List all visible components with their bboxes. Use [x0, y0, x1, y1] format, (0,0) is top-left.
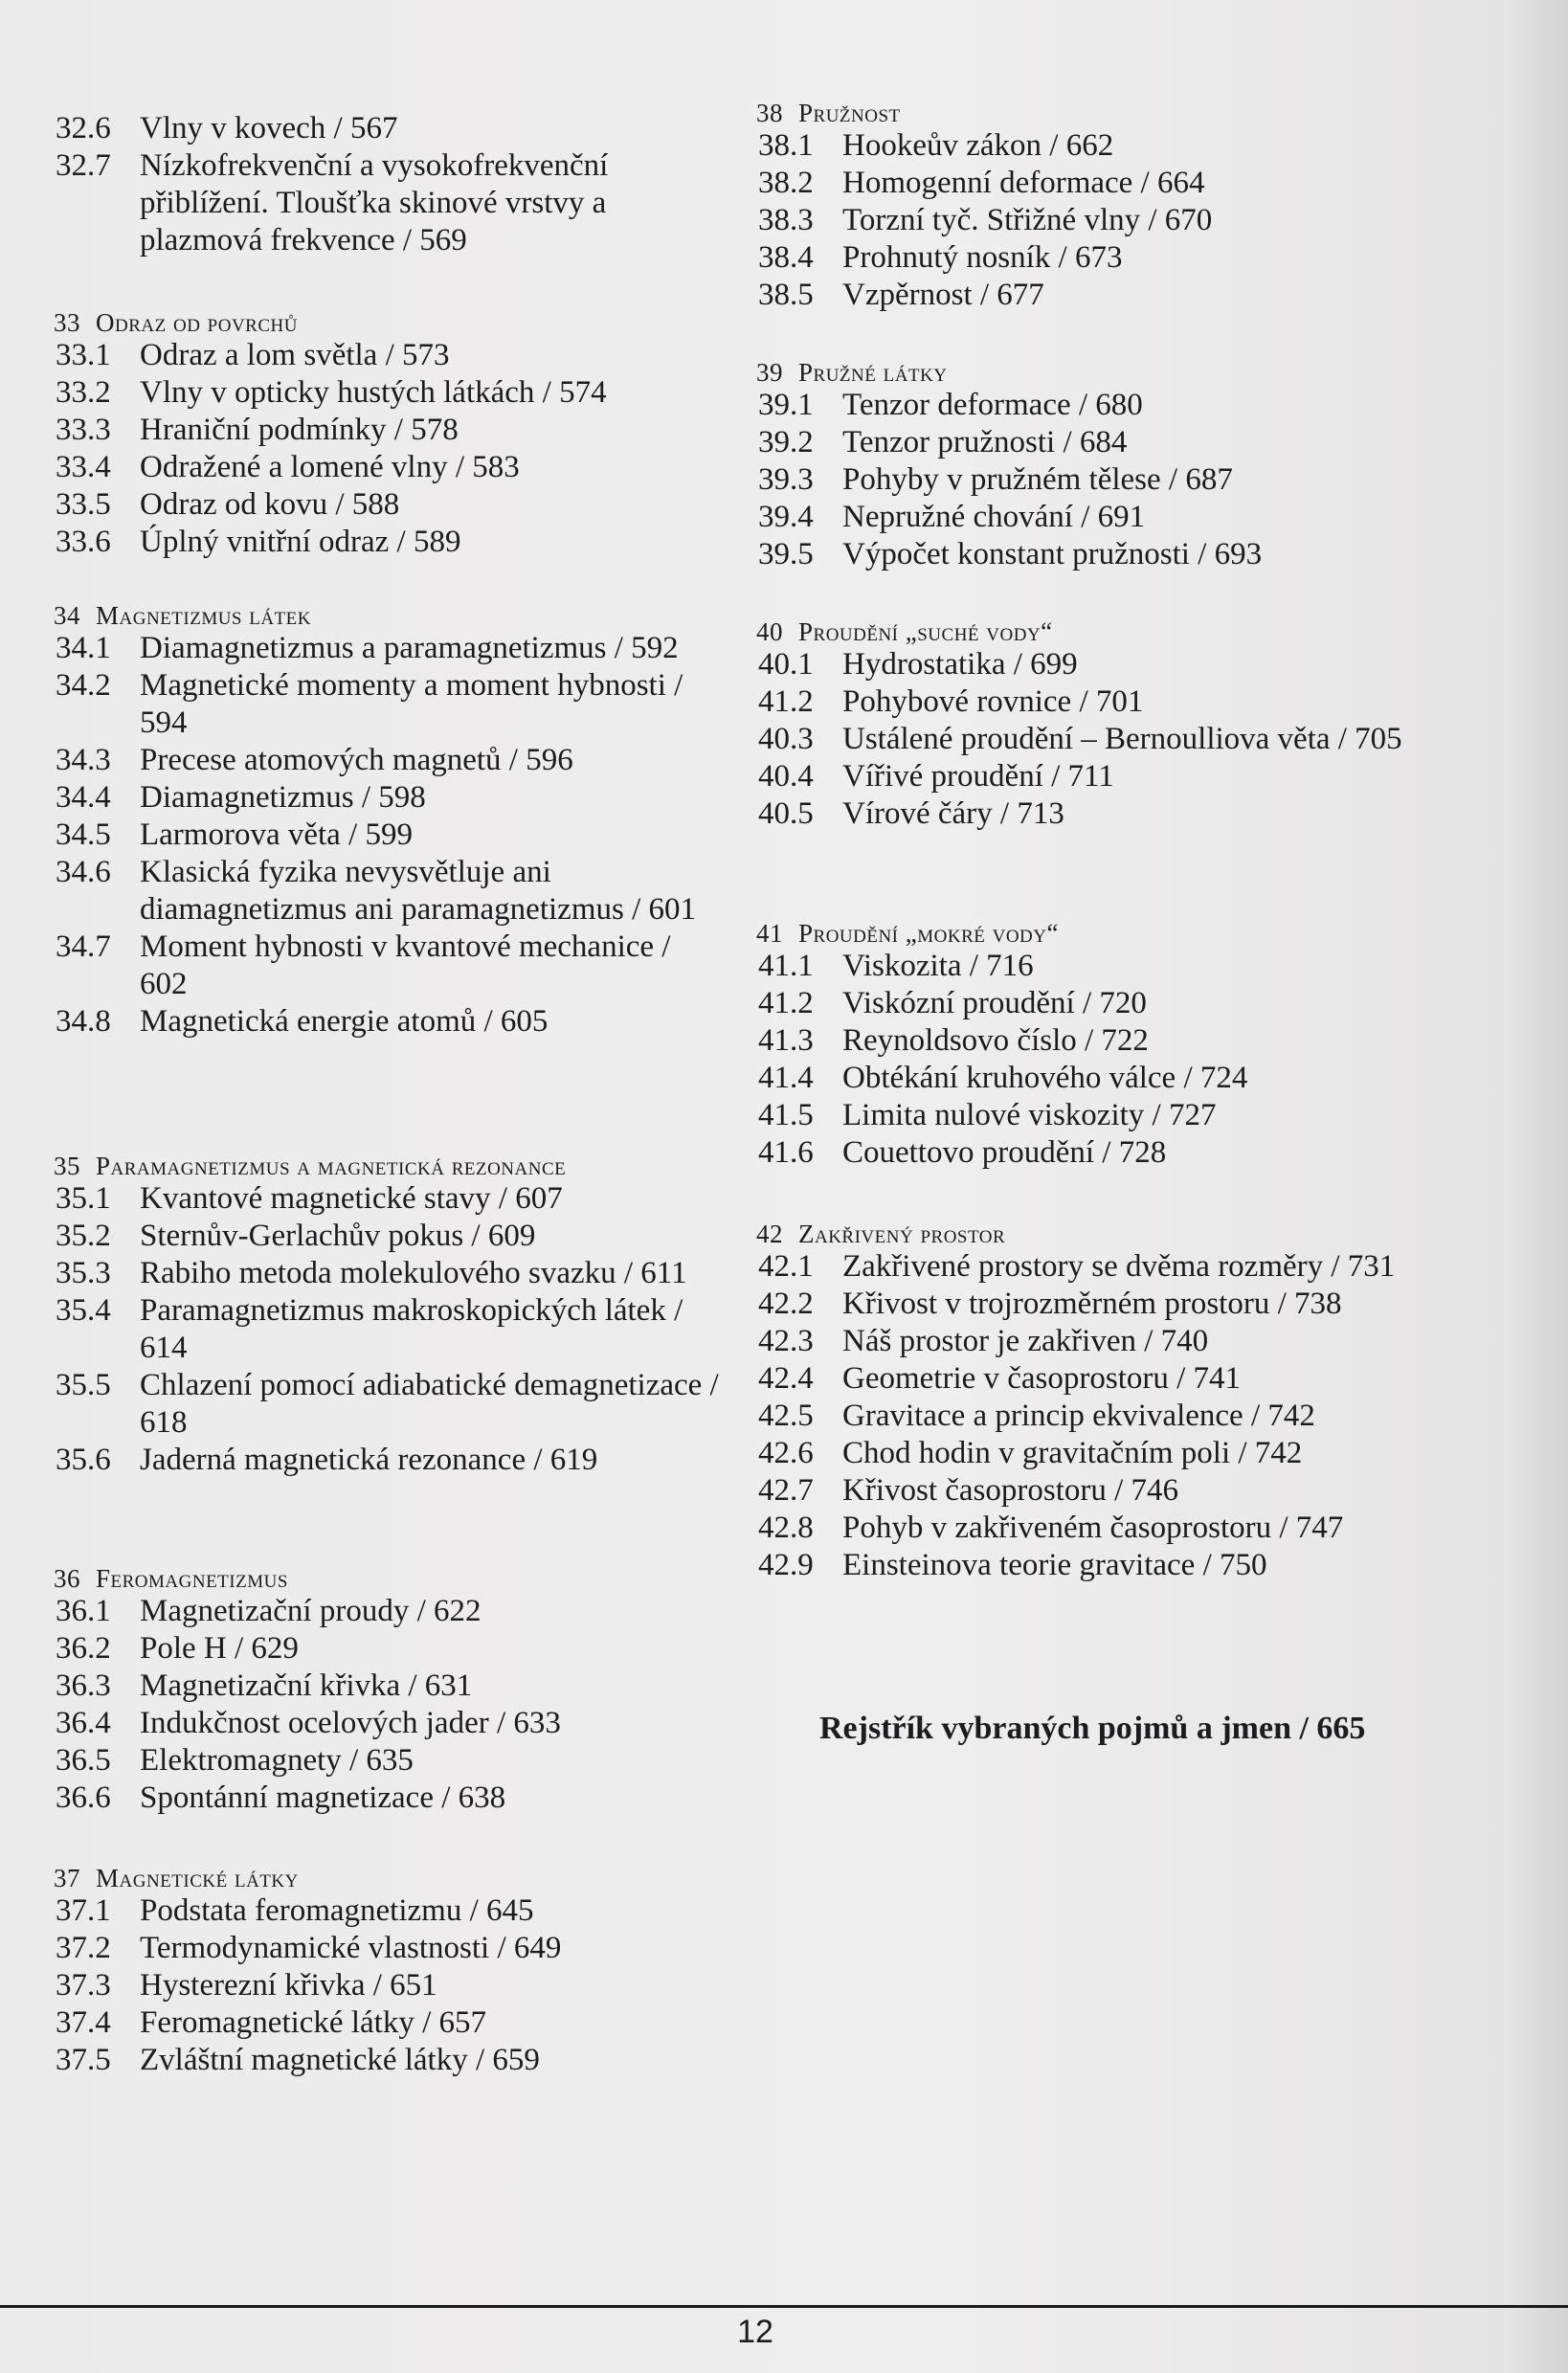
toc-entry: [756, 721, 1402, 758]
entry-number: 36.6: [56, 1780, 111, 1815]
entry-number: 38.3: [758, 203, 814, 237]
entry-number: 41.3: [758, 1023, 814, 1058]
toc-chapter-34: [54, 601, 724, 1041]
chapter-number: 38: [756, 99, 783, 127]
toc-entry: [756, 1398, 1395, 1435]
toc-entry: [756, 424, 1262, 461]
entry-title: Spontánní magnetizace / 638: [140, 1780, 506, 1815]
toc-entry: [54, 630, 724, 667]
entry-title: Hraniční podmínky / 578: [140, 413, 459, 447]
entry-title: Křivost časoprostoru / 746: [842, 1473, 1179, 1508]
entry-title: Einsteinova teorie gravitace / 750: [842, 1548, 1267, 1582]
toc-entry: [54, 524, 607, 561]
toc-entry: [54, 779, 724, 817]
toc-entry: [756, 1097, 1247, 1134]
toc-entry: [54, 1367, 724, 1442]
entry-title: Jaderná magnetická rezonance / 619: [140, 1443, 598, 1477]
entry-number: 32.6: [56, 111, 111, 146]
entry-number: 37.1: [56, 1893, 111, 1928]
toc-entry: [756, 1360, 1395, 1398]
entry-title: Diamagnetizmus a paramagnetizmus / 592: [140, 631, 679, 665]
chapter-heading: [756, 919, 1247, 948]
entry-number: 35.6: [56, 1443, 111, 1477]
chapter-heading: [54, 601, 724, 630]
entry-number: 34.7: [56, 929, 111, 964]
entry-title: Magnetizační proudy / 622: [140, 1594, 482, 1628]
chapter-title: Magnetizmus látek: [96, 601, 312, 630]
entry-number: 35.3: [56, 1256, 111, 1290]
toc-entry: [756, 165, 1212, 202]
toc-entry: [756, 646, 1402, 683]
entry-title: Vlny v opticky hustých látkách / 574: [140, 375, 607, 410]
toc-entry: [756, 499, 1262, 536]
toc-entry: [756, 239, 1212, 277]
toc-entry: [756, 1510, 1395, 1547]
toc-entry: [54, 1593, 561, 1630]
entry-number: 34.4: [56, 780, 111, 815]
entry-number: 38.1: [758, 128, 814, 163]
entry-number: 41.2: [758, 684, 814, 719]
entry-title: Nízkofrekvenční a vysokofrekvenční přiblížení. Tloušťka skinové vrstvy a plazmová frekvence / 569: [140, 148, 609, 257]
entry-title: Moment hybnosti v kvantové mechanice / 602: [140, 929, 671, 1001]
entry-title: Vírové čáry / 713: [842, 796, 1064, 831]
entry-title: Pole H / 629: [140, 1631, 299, 1666]
entry-number: 34.1: [56, 631, 111, 665]
entry-number: 35.2: [56, 1219, 111, 1253]
entry-number: 33.3: [56, 413, 111, 447]
entry-number: 33.1: [56, 338, 111, 372]
toc-entry: [756, 1435, 1395, 1472]
entry-number: 34.2: [56, 668, 111, 703]
entry-number: 42.9: [758, 1548, 814, 1582]
entry-title: Zakřivené prostory se dvěma rozměry / 731: [842, 1249, 1396, 1284]
toc-chapter-42: [756, 1220, 1395, 1584]
chapter-heading: [54, 1152, 724, 1180]
entry-number: 38.5: [758, 278, 814, 312]
toc-chapter-41: [756, 919, 1247, 1172]
chapter-title: Proudění „mokré vody“: [798, 919, 1059, 948]
chapter-title: Feromagnetizmus: [96, 1564, 288, 1593]
entry-title: Pohyby v pružném tělese / 687: [842, 462, 1233, 497]
entry-title: Obtékání kruhového válce / 724: [842, 1061, 1248, 1095]
entry-number: 33.5: [56, 487, 111, 522]
chapter-title: Magnetické látky: [96, 1864, 299, 1892]
toc-entry: [756, 683, 1402, 721]
chapter-number: 42: [756, 1220, 783, 1248]
chapter-title: Pružnost: [798, 99, 901, 127]
entry-number: 35.4: [56, 1293, 111, 1328]
entry-title: Tenzor pružnosti / 684: [842, 425, 1128, 459]
chapter-heading: [756, 99, 1212, 127]
entry-title: Homogenní deformace / 664: [842, 166, 1205, 200]
toc-entry: [756, 1472, 1395, 1510]
entry-number: 42.2: [758, 1287, 814, 1321]
entry-title: Odraz od kovu / 588: [140, 487, 400, 522]
chapter-number: 40: [756, 617, 783, 646]
entry-number: 42.7: [758, 1473, 814, 1508]
entry-title: Larmorova věta / 599: [140, 817, 413, 852]
entry-title: Couettovo proudění / 728: [842, 1135, 1167, 1170]
toc-entry: [756, 1022, 1247, 1060]
toc-entry: [54, 929, 724, 1003]
entry-number: 37.3: [56, 1968, 111, 2003]
entry-title: Paramagnetizmus makroskopických látek / 614: [140, 1293, 683, 1365]
entry-title: Výpočet konstant pružnosti / 693: [842, 537, 1263, 571]
toc-entry: [54, 817, 724, 854]
entry-title: Křivost v trojrozměrném prostoru / 738: [842, 1287, 1342, 1321]
chapter-title: Proudění „suché vody“: [798, 617, 1053, 646]
toc-chapter-39: [756, 358, 1262, 573]
entry-title: Vlny v kovech / 567: [140, 111, 398, 146]
toc-entry: [54, 1180, 724, 1218]
toc-entry: [756, 1547, 1395, 1584]
entry-number: 38.4: [758, 240, 814, 275]
entry-title: Nepružné chování / 691: [842, 500, 1146, 534]
toc-entry: [54, 1742, 561, 1780]
toc-entry: [54, 1630, 561, 1668]
toc-entry: [756, 1286, 1395, 1323]
entry-number: 36.5: [56, 1743, 111, 1778]
entry-title: Hydrostatika / 699: [842, 647, 1078, 682]
entry-number: 32.7: [56, 148, 111, 183]
toc-entry: [54, 1668, 561, 1705]
toc-entry: [54, 1967, 561, 2004]
entry-title: Hysterezní křivka / 651: [140, 1968, 437, 2003]
entry-number: 40.3: [758, 722, 814, 756]
toc-entry: [54, 1705, 561, 1742]
toc-entry: [756, 536, 1262, 573]
toc-entry: [756, 202, 1212, 239]
toc-entry: [54, 2042, 561, 2079]
entry-number: 40.1: [758, 647, 814, 682]
toc-entry: [756, 127, 1212, 165]
chapter-number: 39: [756, 358, 783, 387]
entry-number: 37.5: [56, 2043, 111, 2077]
entry-title: Rabiho metoda molekulového svazku / 611: [140, 1256, 687, 1290]
toc-entry: [54, 742, 724, 779]
entry-number: 39.1: [758, 388, 814, 422]
chapter-number: 35: [54, 1152, 80, 1180]
entry-title: Ustálené proudění – Bernoulliova věta / 705: [842, 722, 1402, 756]
toc-entry: [54, 667, 724, 742]
entry-title: Hookeův zákon / 662: [842, 128, 1114, 163]
entry-title: Magnetická energie atomů / 605: [140, 1004, 549, 1039]
entry-number: 37.2: [56, 1931, 111, 1965]
entry-title: Chod hodin v gravitačním poli / 742: [842, 1436, 1303, 1470]
entry-title: Feromagnetické látky / 657: [140, 2005, 486, 2040]
toc-entry: [54, 1930, 561, 1967]
entry-title: Pohyb v zakřiveném časoprostoru / 747: [842, 1511, 1344, 1545]
entry-title: Tenzor deformace / 680: [842, 388, 1143, 422]
toc-entry: [54, 449, 607, 486]
entry-title: Podstata feromagnetizmu / 645: [140, 1893, 534, 1928]
entry-number: 42.6: [758, 1436, 814, 1470]
entry-title: Reynoldsovo číslo / 722: [842, 1023, 1149, 1058]
entry-title: Torzní tyč. Střižné vlny / 670: [842, 203, 1213, 237]
toc-chapter-38: [756, 99, 1212, 314]
toc-entry: [756, 758, 1402, 795]
entry-number: 42.5: [758, 1399, 814, 1433]
chapter-heading: [54, 1564, 561, 1593]
entry-number: 34.5: [56, 817, 111, 852]
toc-entry: [54, 854, 724, 929]
entry-number: 41.1: [758, 949, 814, 983]
entry-title: Sternův-Gerlachův pokus / 609: [140, 1219, 536, 1253]
entry-number: 33.2: [56, 375, 111, 410]
entry-number: 33.4: [56, 450, 111, 484]
toc-chapter-35: [54, 1152, 724, 1479]
chapter-title: Pružné látky: [798, 358, 948, 387]
toc-entry: [54, 1892, 561, 1930]
entry-number: 40.5: [758, 796, 814, 831]
toc-entry: [756, 795, 1402, 833]
toc-entry: [54, 2004, 561, 2042]
toc-chapter-33: [54, 308, 607, 561]
entry-number: 39.5: [758, 537, 814, 571]
entry-number: 42.8: [758, 1511, 814, 1545]
entry-number: 42.3: [758, 1324, 814, 1358]
entry-number: 42.4: [758, 1361, 814, 1396]
toc-entry: [54, 1292, 724, 1367]
entry-title: Kvantové magnetické stavy / 607: [140, 1181, 563, 1216]
toc-entry: [756, 1248, 1395, 1286]
entry-number: 34.3: [56, 743, 111, 777]
toc-entry: [54, 1255, 724, 1292]
entry-number: 36.2: [56, 1631, 111, 1666]
entry-title: Vířivé proudění / 711: [842, 759, 1114, 794]
entry-title: Vzpěrnost / 677: [842, 278, 1044, 312]
entry-number: 41.5: [758, 1098, 814, 1132]
toc-entry: [54, 486, 607, 524]
entry-title: Náš prostor je zakřiven / 740: [842, 1324, 1209, 1358]
entry-number: 35.5: [56, 1368, 111, 1402]
chapter-heading: [54, 308, 607, 337]
toc-entry: [756, 1060, 1247, 1097]
entry-title: Odražené a lomené vlny / 583: [140, 450, 520, 484]
toc-entry: [756, 461, 1262, 499]
chapter-heading: [756, 617, 1402, 646]
toc-chapter-36: [54, 1564, 561, 1817]
toc-entry: [756, 985, 1247, 1022]
chapter-heading: [756, 1220, 1395, 1248]
toc-section: [54, 110, 724, 259]
entry-title: Pohybové rovnice / 701: [842, 684, 1144, 719]
chapter-heading: [54, 1864, 561, 1892]
entry-number: 35.1: [56, 1181, 111, 1216]
entry-title: Magnetizační křivka / 631: [140, 1668, 473, 1703]
chapter-title: Paramagnetizmus a magnetická rezonance: [96, 1152, 567, 1180]
toc-entry: [54, 147, 724, 259]
entry-title: Elektromagnety / 635: [140, 1743, 414, 1778]
entry-number: 34.8: [56, 1004, 111, 1039]
entry-title: Magnetické momenty a moment hybnosti / 594: [140, 668, 683, 740]
entry-number: 39.4: [758, 500, 814, 534]
index-entry: Rejstřík vybraných pojmů a jmen / 665: [819, 1711, 1366, 1746]
entry-title: Zvláštní magnetické látky / 659: [140, 2043, 540, 2077]
toc-entry: [54, 412, 607, 449]
entry-title: Viskózní proudění / 720: [842, 986, 1147, 1020]
toc-chapter-37: [54, 1864, 561, 2079]
toc-entry: [756, 948, 1247, 985]
entry-number: 36.4: [56, 1706, 111, 1740]
entry-title: Limita nulové viskozity / 727: [842, 1098, 1217, 1132]
toc-entry: [54, 1780, 561, 1817]
toc-entry: [54, 110, 724, 147]
toc-chapter-40: [756, 617, 1402, 833]
entry-title: Úplný vnitřní odraz / 589: [140, 525, 461, 559]
toc-entry: [54, 337, 607, 374]
toc-entry: [756, 1134, 1247, 1172]
toc-entry: [756, 387, 1262, 424]
chapter-number: 36: [54, 1564, 80, 1593]
entry-title: Chlazení pomocí adiabatické demagnetizace / 618: [140, 1368, 719, 1440]
entry-number: 40.4: [758, 759, 814, 794]
toc-entry: [54, 1218, 724, 1255]
chapter-title: Zakřivený prostor: [798, 1220, 1006, 1248]
entry-number: 41.4: [758, 1061, 814, 1095]
chapter-number: 33: [54, 308, 80, 337]
entry-title: Odraz a lom světla / 573: [140, 338, 450, 372]
chapter-number: 41: [756, 919, 783, 948]
entry-title: Termodynamické vlastnosti / 649: [140, 1931, 562, 1965]
entry-number: 39.2: [758, 425, 814, 459]
entry-title: Geometrie v časoprostoru / 741: [842, 1361, 1242, 1396]
chapter-heading: [756, 358, 1262, 387]
entry-title: Klasická fyzika nevysvětluje ani diamagnetizmus ani paramagnetizmus / 601: [140, 855, 696, 927]
entry-number: 38.2: [758, 166, 814, 200]
entry-number: 36.3: [56, 1668, 111, 1703]
entry-number: 42.1: [758, 1249, 814, 1284]
page-number: 12: [737, 2314, 773, 2350]
chapter-title: Odraz od povrchů: [96, 308, 298, 337]
entry-number: 37.4: [56, 2005, 111, 2040]
toc-entry: [756, 1323, 1395, 1360]
toc-entry: [54, 374, 607, 412]
footer-rule: [0, 2305, 1568, 2308]
chapter-number: 34: [54, 601, 80, 630]
entry-number: 34.6: [56, 855, 111, 889]
chapter-number: 37: [54, 1864, 80, 1892]
entry-number: 41.2: [758, 986, 814, 1020]
entry-title: Precese atomových magnetů / 596: [140, 743, 573, 777]
entry-number: 36.1: [56, 1594, 111, 1628]
entry-title: Diamagnetizmus / 598: [140, 780, 426, 815]
toc-entry: [54, 1442, 724, 1479]
entry-title: Viskozita / 716: [842, 949, 1034, 983]
entry-title: Gravitace a princip ekvivalence / 742: [842, 1399, 1315, 1433]
entry-number: 41.6: [758, 1135, 814, 1170]
entry-title: Indukčnost ocelových jader / 633: [140, 1706, 561, 1740]
entry-number: 39.3: [758, 462, 814, 497]
entry-title: Prohnutý nosník / 673: [842, 240, 1123, 275]
toc-entry: [54, 1003, 724, 1041]
entry-number: 33.6: [56, 525, 111, 559]
toc-entry: [756, 277, 1212, 314]
